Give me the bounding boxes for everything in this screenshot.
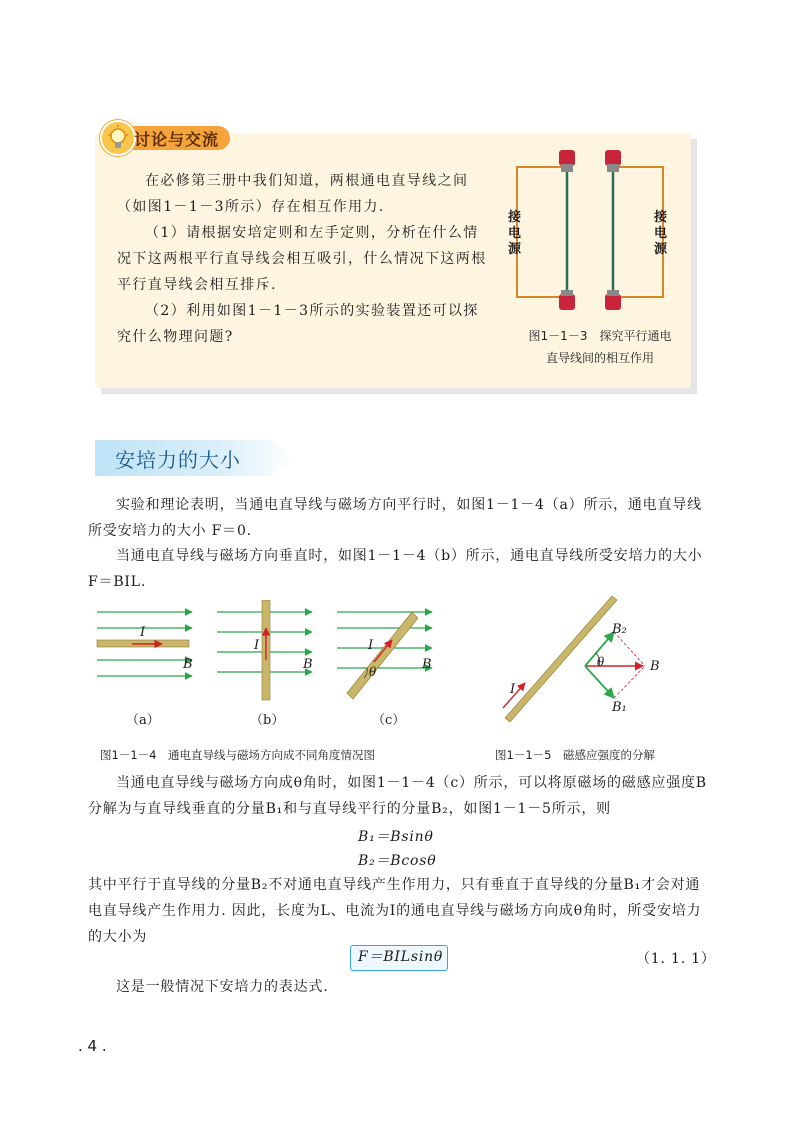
fig-c-current-label: I <box>368 638 374 653</box>
page-number: . 4 . <box>78 1037 107 1055</box>
discussion-paragraph-1: 在必修第三册中我们知道，两根通电直导线之间（如图1－1－3所示）存在相互作用力. <box>117 173 469 215</box>
body-paragraph-4: 其中平行于直导线的分量B₂不对通电直导线产生作用力，只有垂直于直导线的分量B₁才会对通电直导线产生作用力. 因此，长度为L、电流为I的通电直导线与磁场方向成θ角时，所受安培力的大小为 <box>88 877 702 945</box>
fig115-field-label: B <box>650 659 660 674</box>
terminal-top-left <box>559 150 575 172</box>
discussion-header <box>100 118 250 154</box>
terminal-bottom-left <box>559 290 575 310</box>
lightbulb-icon <box>100 120 136 156</box>
formula-number: （1. 1. 1） <box>636 951 716 967</box>
figure-1-1-5-caption: 图1－1－5 磁感应强度的分解 <box>495 748 655 762</box>
fig115-angle-label: θ <box>597 655 605 669</box>
discussion-paragraph-3: （2）利用如图1－1－3所示的实验装置还可以探究什么物理问题? <box>117 303 479 345</box>
power-label-left: 接电源 <box>508 210 522 257</box>
power-label-right: 接电源 <box>654 210 668 257</box>
figure-1-1-4-a <box>97 612 192 676</box>
equation-b1: B₁＝Bsinθ <box>358 829 434 845</box>
body-paragraph-1: 实验和理论表明，当通电直导线与磁场方向平行时，如图1－1－4（a）所示，通电直导线所受安培力的大小 F＝0. <box>88 497 702 539</box>
figure-1-1-5 <box>495 590 695 740</box>
body-paragraph-5: 这是一般情况下安培力的表达式. <box>116 979 329 995</box>
terminal-bottom-right <box>605 290 621 310</box>
figure-1-1-4-caption: 图1－1－4 通电直导线与磁场方向成不同角度情况图 <box>100 748 375 762</box>
fig-b-field-label: B <box>303 657 313 672</box>
figure-1-1-3-caption-line1: 图1－1－3 探究平行通电 <box>528 329 672 343</box>
figure-1-1-3-caption-line2: 直导线间的相互作用 <box>545 351 654 365</box>
section-title: 安培力的大小 <box>115 448 241 472</box>
terminal-top-right <box>605 150 621 172</box>
body-paragraph-3: 当通电直导线与磁场方向成θ角时，如图1－1－4（c）所示，可以将原磁场的磁感应强度B分解为与直导线垂直的分量B₁和与直导线平行的分量B₂，如图1－1－5所示，则 <box>88 775 707 817</box>
discussion-title: 讨论与交流 <box>134 130 220 149</box>
fig-c-angle-label: θ <box>369 665 377 679</box>
equation-b2: B₂＝Bcosθ <box>358 853 437 869</box>
fig-a-label: （a） <box>126 713 160 728</box>
discussion-paragraph-2: （1）请根据安培定则和左手定则，分析在什么情况下这两根平行直导线会相互吸引，什么情况下这两根平行直导线会相互排斥. <box>117 225 487 293</box>
fig115-B1-vector <box>585 666 614 698</box>
body-paragraph-2: 当通电直导线与磁场方向垂直时，如图1－1－4（b）所示，通电直导线所受安培力的大小 F＝BIL. <box>88 548 703 590</box>
figure-1-1-4-b <box>217 600 312 700</box>
fig115-current-label: I <box>510 682 516 697</box>
fig-c-label: （c） <box>372 713 406 728</box>
fig-a-field-label: B <box>183 657 193 672</box>
fig115-B2-label: B₂ <box>612 622 627 637</box>
fig115-B1-label: B₁ <box>612 700 627 715</box>
fig-a-current-label: I <box>140 625 146 640</box>
figure-parallel-wires <box>505 142 675 320</box>
ampere-force-formula: F＝BILsinθ <box>358 949 444 965</box>
fig-c-field-label: B <box>422 657 432 672</box>
fig-b-label: （b） <box>250 713 285 728</box>
figure-1-1-4-c <box>337 612 432 699</box>
fig-b-current-label: I <box>254 638 260 653</box>
